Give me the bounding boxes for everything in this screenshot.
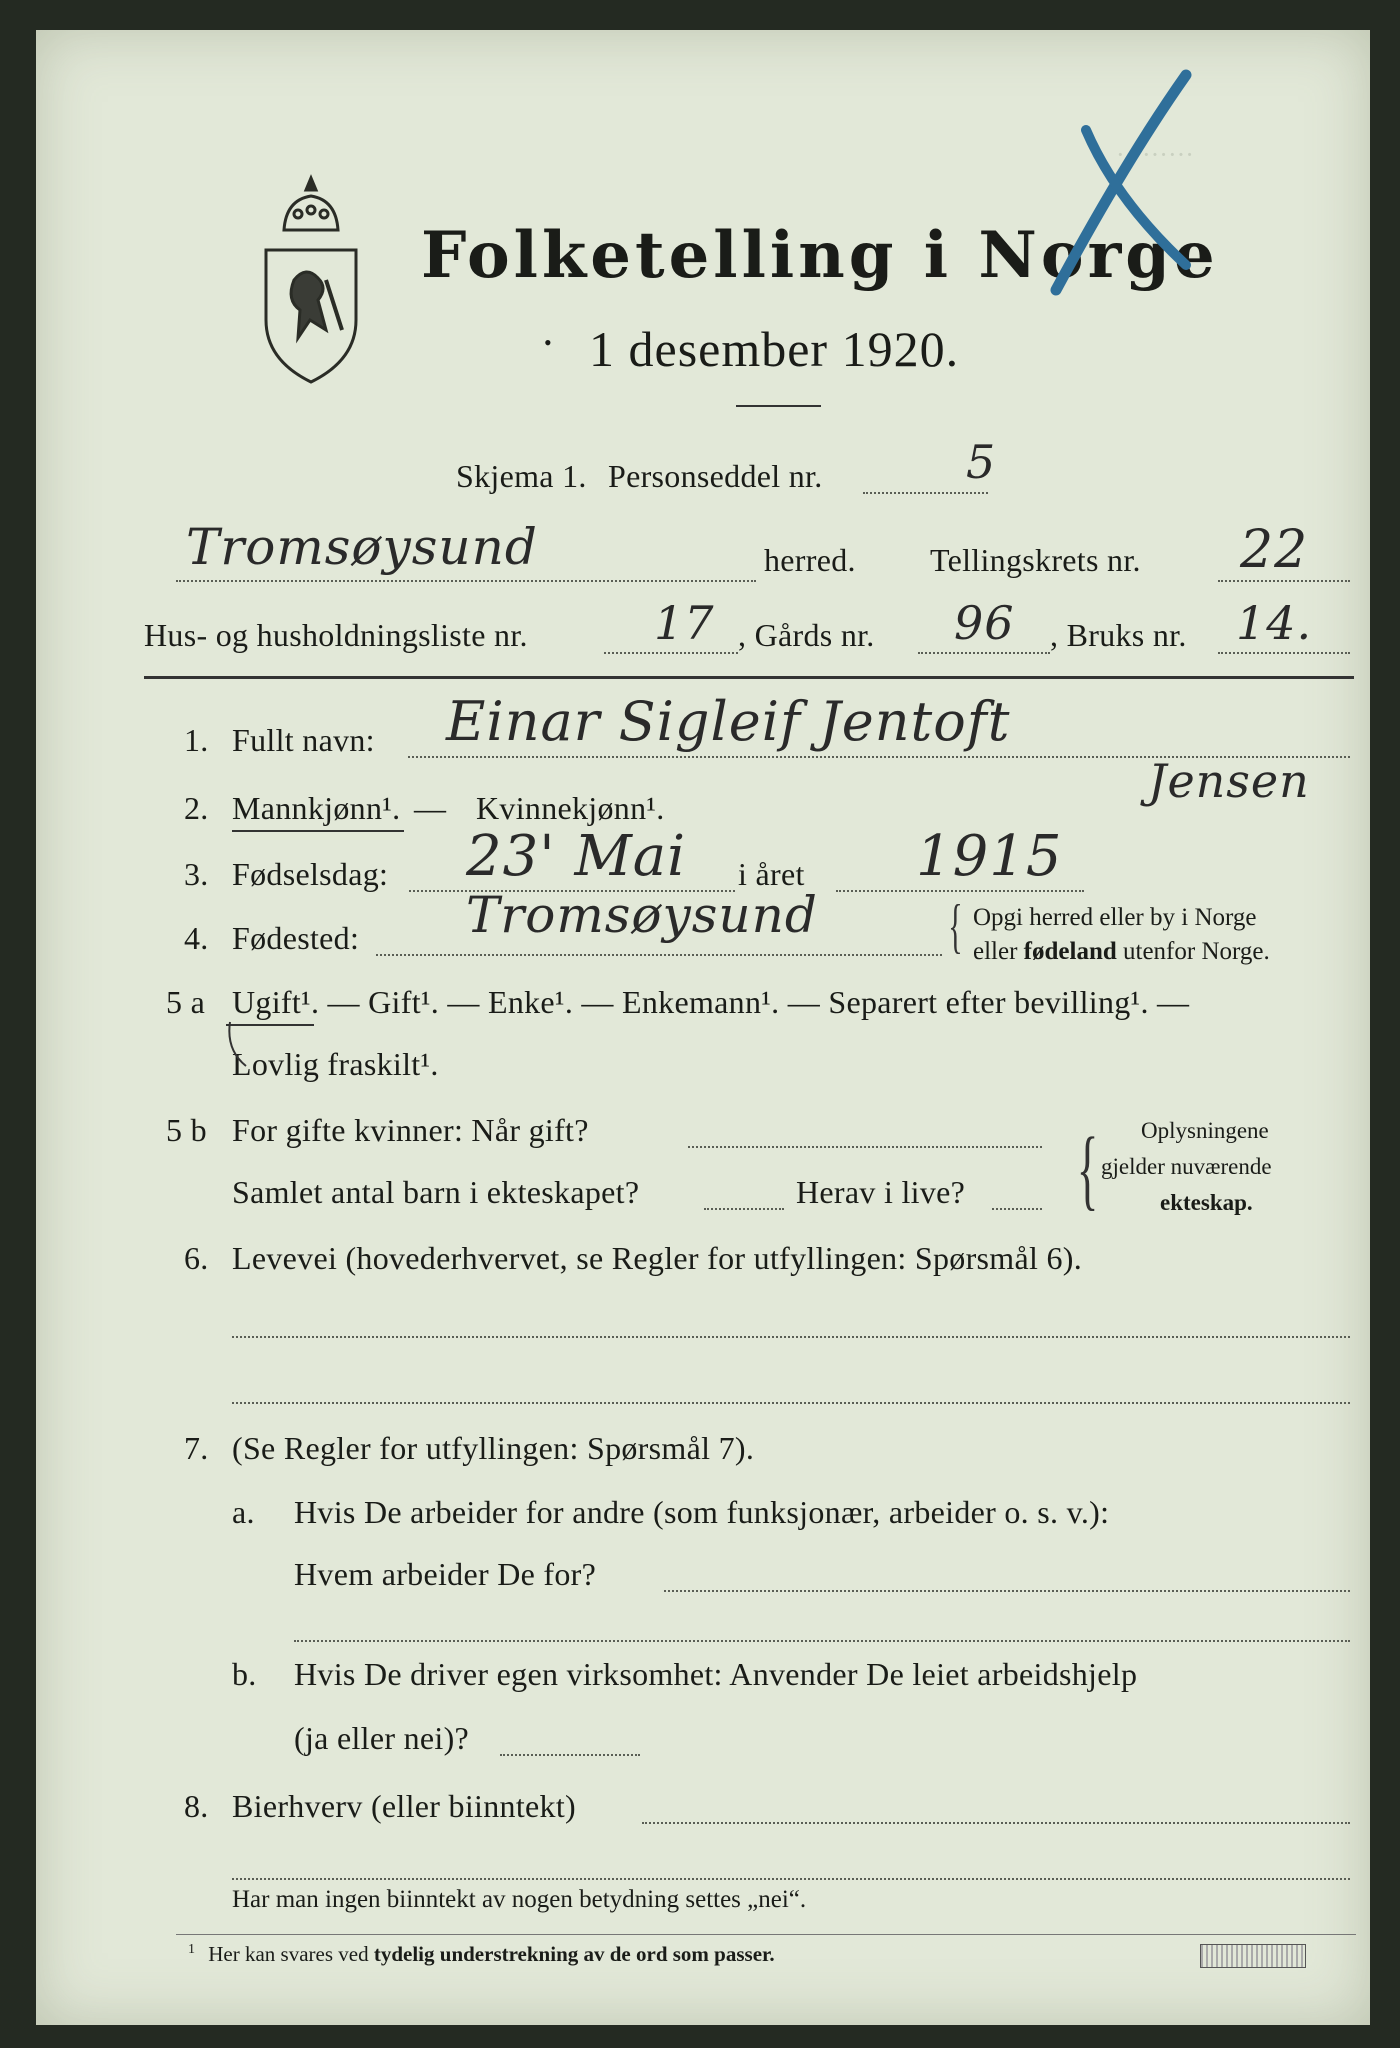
q2-male-underline [232,830,404,832]
footnote-mark: 1 [188,1942,195,1957]
q4-note-line2-a: eller [973,938,1024,965]
q4-note-line2-c: utenfor Norge. [1116,938,1270,965]
q1-value: Einar Sigleif Jentoft [446,690,1011,753]
q7a-line-2 [294,1640,1350,1642]
q7b-text2: (ja eller nei)? [294,1720,470,1756]
gards-line [918,652,1050,654]
q5b-note1: Oplysningene [1141,1118,1269,1143]
q1-value-continued: Jensen [1148,754,1310,808]
form-date: 1 desember 1920. [589,321,960,377]
tellingskrets-value: 22 [1240,520,1309,580]
q6-number: 6. [184,1240,209,1276]
bruks-line [1218,652,1350,654]
q8-line-2 [232,1878,1350,1880]
q6-line-2 [232,1402,1350,1404]
bleed-through: ········· [1116,140,1194,169]
skjema-label: Skjema 1. [456,458,587,494]
q4-number: 4. [184,920,209,956]
q5b-number: 5 b [166,1112,207,1148]
tellingskrets-label: Tellingskrets nr. [930,542,1141,578]
footnote [188,1942,775,1967]
coat-of-arms-icon [256,170,366,390]
q4-note-line2 [973,938,1270,966]
q7-label: (Se Regler for utfyllingen: Spørsmål 7). [232,1430,755,1466]
q8-number: 8. [184,1788,209,1824]
blue-cross-mark [996,50,1196,310]
q5b-children-line [704,1208,784,1210]
household-label: Hus- og husholdningsliste nr. [144,617,528,653]
q4-label: Fødested: [232,920,360,956]
footnote-text-a: Her kan svares ved [208,1942,374,1966]
household-value: 17 [654,596,715,650]
municipality-line [176,580,756,582]
q7b-text: Hvis De driver egen virksomhet: Anvender De leiet arbeidshjelp [294,1656,1138,1692]
q5b-alive-label: Herav i live? [796,1174,966,1210]
q5b-married-line [688,1146,1042,1148]
q7b-number: b. [232,1656,257,1692]
q4-note-line1: Opgi herred eller by i Norge [973,904,1257,931]
q4-note-line2-b: fødeland [1023,938,1117,965]
q4-line [376,954,942,956]
q5b-note2: gjelder nuværende [1101,1154,1272,1179]
q7-number: 7. [184,1430,209,1466]
q7a-line-1 [664,1590,1350,1592]
form-title: Folketelling i Norge [421,218,1219,293]
q5a-number: 5 a [166,984,206,1020]
tellingskrets-line [1218,580,1350,582]
q5b-label: For gifte kvinner: Når gift? [232,1112,589,1148]
gards-label: , Gårds nr. [738,617,875,653]
q6-label: Levevei (hovederhvervet, se Regler for utfyllingen: Spørsmål 6). [232,1240,1083,1276]
q3-year-value: 1915 [916,824,1063,889]
q7a-number: a. [232,1494,255,1530]
q2-number: 2. [184,790,209,826]
personseddel-value: 5 [966,435,997,489]
q1-number: 1. [184,722,209,758]
footer-divider [176,1934,1356,1935]
q3-label: Fødselsdag: [232,856,389,892]
q7a-text: Hvis De arbeider for andre (som funksjonær, arbeider o. s. v.): [294,1494,1110,1530]
q5b-children-label: Samlet antal barn i ekteskapet? [232,1174,640,1210]
q5b-alive-line [992,1208,1042,1210]
household-line [604,652,738,654]
q7a-text2: Hvem arbeider De for? [294,1556,597,1592]
personseddel-label: Personseddel nr. [608,458,823,494]
q6-line-1 [232,1336,1350,1338]
q8-label: Bierhverv (eller biinntekt) [232,1788,576,1824]
bruks-value: 14. [1236,596,1313,650]
bruks-label: , Bruks nr. [1050,617,1187,653]
q8-line-1 [642,1822,1350,1824]
q5b-note3: ekteskap. [1160,1190,1253,1215]
printer-stamp [1200,1944,1306,1968]
q3-year-label: i året [738,856,805,892]
q3-number: 3. [184,856,209,892]
q1-label: Fullt navn: [232,722,375,758]
q2-separator: — [414,790,447,826]
q5a-underline-curve [226,1020,266,1070]
q5a-options-line2: Lovlig fraskilt¹. [232,1046,439,1082]
q5b-bracket: { [1076,1120,1099,1219]
census-form [36,30,1370,2025]
q7b-line [500,1754,640,1756]
q2-female: Kvinnekjønn¹. [476,790,665,826]
gards-value: 96 [954,596,1015,650]
q2-male: Mannkjønn¹. [232,790,401,826]
municipality-value: Tromsøysund [186,518,538,576]
personseddel-line [863,492,988,494]
herred-label: herred. [764,542,856,578]
q4-bracket: { [948,893,963,959]
footnote-text-b: tydelig understrekning av de ord som passer. [373,1942,775,1966]
header-separator [144,676,1354,679]
q4-value: Tromsøysund [466,886,818,944]
footer-note: Har man ingen biinntekt av nogen betydning settes „nei“. [232,1886,807,1913]
title-dot: • [544,330,552,355]
title-divider [736,405,821,407]
q3-value: 23' Mai [466,824,687,889]
q5a-options: Ugift¹. — Gift¹. — Enke¹. — Enkemann¹. — Separert efter bevilling¹. — [232,984,1190,1020]
